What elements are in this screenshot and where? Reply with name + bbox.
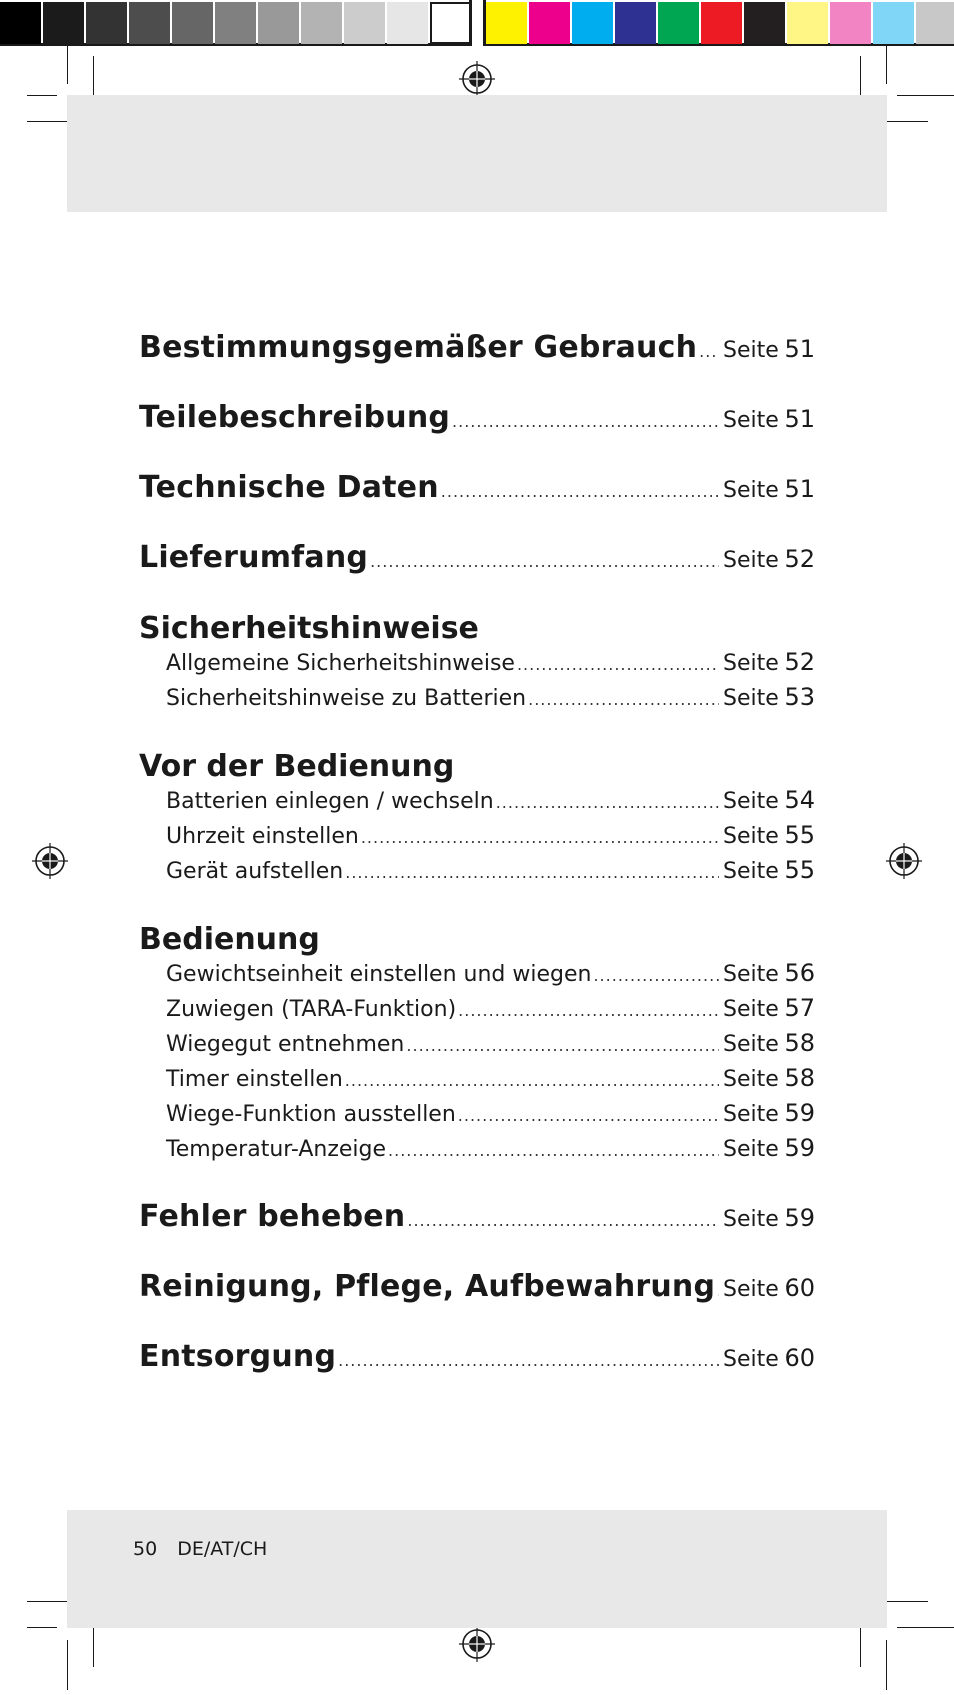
gray-swatch: [86, 2, 127, 44]
leader-dots: [528, 690, 719, 709]
seite-label: Seite: [723, 1137, 779, 1162]
leader-dots: [406, 1036, 719, 1055]
toc-entry-label: Gerät aufstellen: [166, 859, 344, 884]
leader-dots: [458, 1001, 719, 1020]
gray-swatch: [258, 2, 299, 44]
leader-dots: [361, 828, 719, 847]
gray-swatch: [430, 2, 471, 44]
gray-swatch: [129, 2, 170, 44]
toc-subentry[interactable]: [139, 994, 815, 1029]
toc-entry-troubleshooting[interactable]: [139, 1199, 815, 1269]
toc-entry-label: Technische Daten: [139, 470, 439, 505]
color-swatch: [873, 2, 914, 44]
toc-section-title[interactable]: Bedienung: [139, 922, 320, 957]
gray-swatch: [215, 2, 256, 44]
color-swatch: [830, 2, 871, 44]
page-number: 53: [784, 683, 815, 711]
crop-mark: [880, 1601, 928, 1602]
page-number: 52: [784, 648, 815, 676]
toc-entry-label: Teilebeschreibung: [139, 400, 451, 435]
footer-page-number: 50: [133, 1538, 158, 1560]
toc-entry-label: Wiege-Funktion ausstellen: [166, 1102, 456, 1127]
color-swatch: [701, 2, 742, 44]
toc-subentry[interactable]: [139, 1134, 815, 1169]
toc-entry-label: Batterien einlegen / wechseln: [166, 789, 494, 814]
toc-entry-label: Temperatur-Anzeige: [166, 1137, 387, 1162]
seite-label: Seite: [723, 1207, 779, 1232]
page-number: 60: [784, 1274, 815, 1302]
seite-label: Seite: [723, 824, 779, 849]
registration-mark-icon: [459, 61, 495, 97]
registration-mark-icon: [886, 843, 922, 879]
page-number: 51: [784, 405, 815, 433]
seite-label: Seite: [723, 1032, 779, 1057]
crop-mark: [886, 1640, 887, 1690]
page-number: 52: [784, 545, 815, 573]
toc-entry-label: Entsorgung: [139, 1339, 337, 1374]
crop-mark: [886, 46, 887, 84]
leader-dots: [458, 1106, 719, 1125]
toc-section-title[interactable]: Sicherheitshinweise: [139, 611, 479, 646]
toc-entry-label: Allgemeine Sicherheitshinweise: [166, 651, 515, 676]
leader-dots: [452, 412, 719, 431]
footer-panel: [67, 1510, 887, 1628]
toc-subentry[interactable]: [139, 959, 815, 994]
crop-mark: [27, 1627, 57, 1628]
toc-entry-label: Lieferumfang: [139, 540, 369, 575]
toc-entry-label: Reinigung, Pflege, Aufbewahrung: [139, 1269, 716, 1304]
seite-label: Seite: [723, 962, 779, 987]
toc-entry-label: Uhrzeit einstellen: [166, 824, 359, 849]
page-number: 58: [784, 1064, 815, 1092]
crop-mark: [897, 1627, 954, 1628]
color-swatch: [572, 2, 613, 44]
page-number: 51: [784, 335, 815, 363]
seite-label: Seite: [723, 686, 779, 711]
color-swatch: [787, 2, 828, 44]
page-number: 56: [784, 959, 815, 987]
leader-dots: [699, 342, 719, 361]
crop-mark: [897, 95, 954, 96]
gray-swatch: [172, 2, 213, 44]
page-number: 54: [784, 786, 815, 814]
toc-entry-label: Gewichtseinheit einstellen und wiegen: [166, 962, 592, 987]
gray-swatch: [387, 2, 428, 44]
toc-section-before-operation: [139, 748, 815, 891]
page-number: 57: [784, 994, 815, 1022]
table-of-contents: [139, 330, 815, 1409]
gray-swatch: [0, 2, 41, 44]
color-swatch: [658, 2, 699, 44]
toc-subentry[interactable]: [139, 1029, 815, 1064]
leader-dots: [496, 793, 719, 812]
seite-label: Seite: [723, 1102, 779, 1127]
toc-entry-label: Zuwiegen (TARA-Funktion): [166, 997, 457, 1022]
toc-entry-technical-data[interactable]: [139, 470, 815, 540]
leader-dots: [517, 655, 719, 674]
toc-section-operation: [139, 921, 815, 1169]
toc-entry-label: Wiegegut entnehmen: [166, 1032, 405, 1057]
leader-dots: [717, 1281, 719, 1300]
page-number: 51: [784, 475, 815, 503]
seite-label: Seite: [723, 478, 779, 503]
page-footer: [133, 1538, 287, 1560]
toc-subentry[interactable]: [139, 1099, 815, 1134]
gray-swatch: [344, 2, 385, 44]
toc-entry-label: Bestimmungsgemäßer Gebrauch: [139, 330, 698, 365]
crop-mark: [880, 121, 928, 122]
seite-label: Seite: [723, 548, 779, 573]
crop-mark: [27, 95, 57, 96]
page-number: 59: [784, 1204, 815, 1232]
toc-entry-parts-description[interactable]: [139, 400, 815, 470]
registration-mark-icon: [459, 1626, 495, 1662]
page-number: 59: [784, 1099, 815, 1127]
toc-subentry[interactable]: [139, 648, 815, 683]
toc-subentry[interactable]: [139, 856, 815, 891]
color-calibration-bar: [0, 0, 954, 46]
color-swatch: [615, 2, 656, 44]
toc-entry-label: Timer einstellen: [166, 1067, 343, 1092]
seite-label: Seite: [723, 1347, 779, 1372]
page-number: 60: [784, 1344, 815, 1372]
toc-entry-label: Fehler beheben: [139, 1199, 406, 1234]
leader-dots: [338, 1351, 719, 1370]
toc-entry-disposal[interactable]: [139, 1339, 815, 1409]
toc-section-safety: [139, 610, 815, 718]
toc-entry-scope-of-delivery[interactable]: [139, 540, 815, 610]
gray-swatch: [43, 2, 84, 44]
toc-section-title[interactable]: Vor der Bedienung: [139, 749, 455, 784]
crop-mark: [67, 1640, 68, 1690]
seite-label: Seite: [723, 859, 779, 884]
page-number: 59: [784, 1134, 815, 1162]
leader-dots: [441, 482, 719, 501]
toc-entry-label: Sicherheitshinweise zu Batterien: [166, 686, 527, 711]
leader-dots: [345, 1071, 719, 1090]
color-swatch: [486, 2, 527, 44]
toc-subentry[interactable]: [139, 683, 815, 718]
leader-dots: [370, 552, 719, 571]
leader-dots: [593, 966, 719, 985]
toc-entry-intended-use[interactable]: [139, 330, 815, 400]
toc-entry-cleaning-care-storage[interactable]: [139, 1269, 815, 1339]
leader-dots: [388, 1141, 719, 1160]
seite-label: Seite: [723, 651, 779, 676]
toc-subentry[interactable]: [139, 786, 815, 821]
seite-label: Seite: [723, 338, 779, 363]
seite-label: Seite: [723, 408, 779, 433]
page-number: 55: [784, 821, 815, 849]
toc-subentry[interactable]: [139, 1064, 815, 1099]
footer-region: DE/AT/CH: [177, 1538, 268, 1560]
registration-mark-icon: [32, 843, 68, 879]
seite-label: Seite: [723, 997, 779, 1022]
seite-label: Seite: [723, 1277, 779, 1302]
page-number: 55: [784, 856, 815, 884]
seite-label: Seite: [723, 1067, 779, 1092]
page-number: 58: [784, 1029, 815, 1057]
crop-mark: [67, 46, 68, 84]
header-panel: [67, 95, 887, 212]
gray-swatch: [301, 2, 342, 44]
seite-label: Seite: [723, 789, 779, 814]
color-swatch: [744, 2, 785, 44]
color-swatch: [529, 2, 570, 44]
color-swatch: [916, 2, 954, 44]
toc-subentry[interactable]: [139, 821, 815, 856]
leader-dots: [407, 1211, 719, 1230]
leader-dots: [345, 863, 719, 882]
